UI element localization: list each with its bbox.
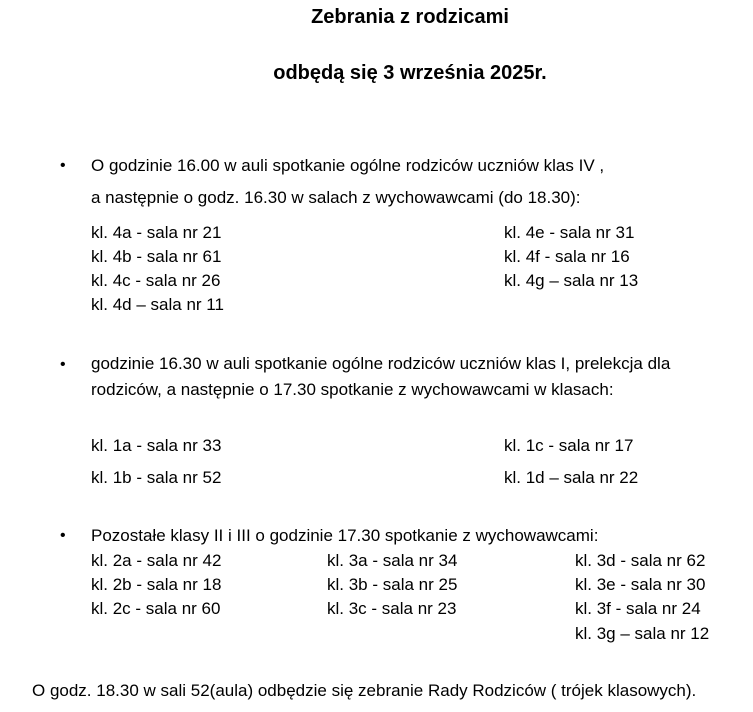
- class-room-entry: kl. 4g – sala nr 13: [504, 271, 639, 290]
- class-room-entry: kl. 3g – sala nr 12: [575, 624, 710, 643]
- class-room-entry: kl. 3b - sala nr 25: [327, 575, 458, 594]
- class-room-entry: kl. 4a - sala nr 21: [91, 223, 222, 242]
- page-title: Zebrania z rodzicami: [311, 6, 509, 28]
- section-1-line-2: a następnie o godz. 16.30 w salach z wychowawcami (do 18.30):: [91, 188, 581, 207]
- class-room-entry: kl. 1a - sala nr 33: [91, 436, 222, 455]
- section-2-line-1: godzinie 16.30 w auli spotkanie ogólne rodziców uczniów klas I, prelekcja dla: [91, 354, 671, 373]
- class-room-entry: kl. 3d - sala nr 62: [575, 551, 706, 570]
- section-3-line-1: Pozostałe klasy II i III o godzinie 17.30 spotkanie z wychowawcami:: [91, 526, 599, 545]
- class-room-entry: kl. 3a - sala nr 34: [327, 551, 458, 570]
- section-2-line-2: rodziców, a następnie o 17.30 spotkanie z wychowawcami w klasach:: [91, 380, 614, 399]
- class-room-entry: kl. 2b - sala nr 18: [91, 575, 222, 594]
- class-room-entry: kl. 3c - sala nr 23: [327, 599, 457, 618]
- class-room-entry: kl. 1d – sala nr 22: [504, 468, 639, 487]
- class-room-entry: kl. 4d – sala nr 11: [91, 295, 224, 314]
- class-room-entry: kl. 4c - sala nr 26: [91, 271, 221, 290]
- page-subtitle: odbędą się 3 września 2025r.: [273, 62, 547, 84]
- class-room-entry: kl. 1b - sala nr 52: [91, 468, 222, 487]
- bullet-section-1: •: [60, 157, 66, 174]
- bullet-section-2: •: [60, 356, 66, 373]
- class-room-entry: kl. 4f - sala nr 16: [504, 247, 630, 266]
- section-1-line-1: O godzinie 16.00 w auli spotkanie ogólne rodziców uczniów klas IV ,: [91, 156, 605, 175]
- class-room-entry: kl. 2c - sala nr 60: [91, 599, 221, 618]
- class-room-entry: kl. 4b - sala nr 61: [91, 247, 222, 266]
- bullet-section-3: •: [60, 527, 66, 544]
- class-room-entry: kl. 4e - sala nr 31: [504, 223, 635, 242]
- class-room-entry: kl. 3f - sala nr 24: [575, 599, 701, 618]
- class-room-entry: kl. 2a - sala nr 42: [91, 551, 222, 570]
- class-room-entry: kl. 3e - sala nr 30: [575, 575, 706, 594]
- footer-note: O godz. 18.30 w sali 52(aula) odbędzie się zebranie Rady Rodziców ( trójek klasowych).: [32, 681, 697, 700]
- class-room-entry: kl. 1c - sala nr 17: [504, 436, 634, 455]
